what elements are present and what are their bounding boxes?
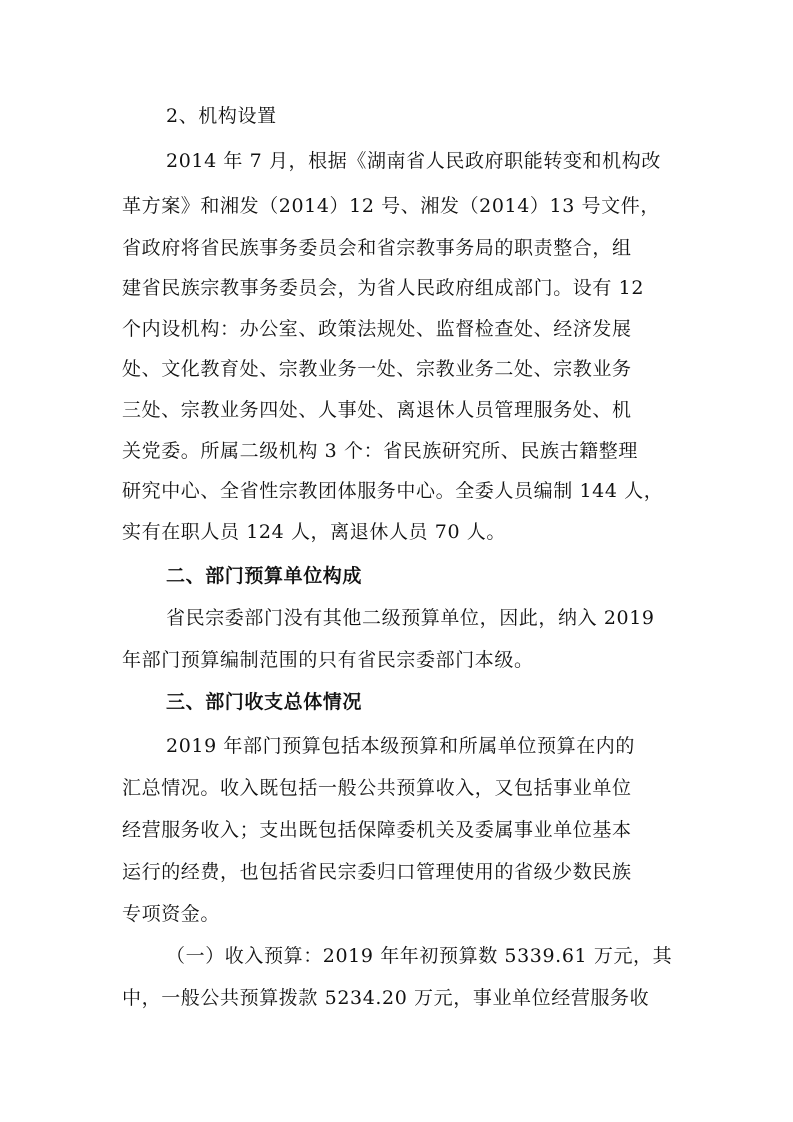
- paragraph-line: 2014 年 7 月，根据《湖南省人民政府职能转变和机构改: [166, 150, 661, 172]
- paragraph-line: 革方案》和湘发（2014）12 号、湘发（2014）13 号文件，: [122, 195, 660, 217]
- paragraph-line: 省民宗委部门没有其他二级预算单位，因此，纳入 2019: [166, 607, 655, 629]
- paragraph-line: 关党委。所属二级机构 3 个：省民族研究所、民族古籍整理: [122, 440, 638, 462]
- paragraph-line: 处、文化教育处、宗教业务一处、宗教业务二处、宗教业务: [122, 358, 632, 380]
- paragraph-line: 运行的经费，也包括省民宗委归口管理使用的省级少数民族: [122, 861, 632, 883]
- paragraph-line: 省政府将省民族事务委员会和省宗教事务局的职责整合，组: [122, 237, 632, 259]
- paragraph-line: 专项资金。: [122, 903, 221, 925]
- section-heading: 二、部门预算单位构成: [166, 565, 363, 587]
- paragraph-line: 建省民族宗教事务委员会，为省人民政府组成部门。设有 12: [122, 277, 645, 299]
- paragraph-line: （一）收入预算：2019 年年初预算数 5339.61 万元，其: [166, 945, 673, 967]
- section-title: 2、机构设置: [166, 105, 277, 127]
- paragraph-line: 研究中心、全省性宗教团体服务中心。全委人员编制 144 人，: [122, 480, 664, 502]
- section-heading: 三、部门收支总体情况: [166, 691, 363, 713]
- paragraph-line: 实有在职人员 124 人，离退休人员 70 人。: [122, 521, 507, 543]
- paragraph-line: 中，一般公共预算拨款 5234.20 万元，事业单位经营服务收: [122, 987, 650, 1009]
- paragraph-line: 年部门预算编制范围的只有省民宗委部门本级。: [122, 649, 534, 671]
- paragraph-line: 2019 年部门预算包括本级预算和所属单位预算在内的: [166, 735, 635, 757]
- paragraph-line: 汇总情况。收入既包括一般公共预算收入，又包括事业单位: [122, 777, 632, 799]
- paragraph-line: 个内设机构：办公室、政策法规处、监督检查处、经济发展: [122, 318, 632, 340]
- paragraph-line: 三处、宗教业务四处、人事处、离退休人员管理服务处、机: [122, 399, 632, 421]
- paragraph-line: 经营服务收入；支出既包括保障委机关及委属事业单位基本: [122, 819, 632, 841]
